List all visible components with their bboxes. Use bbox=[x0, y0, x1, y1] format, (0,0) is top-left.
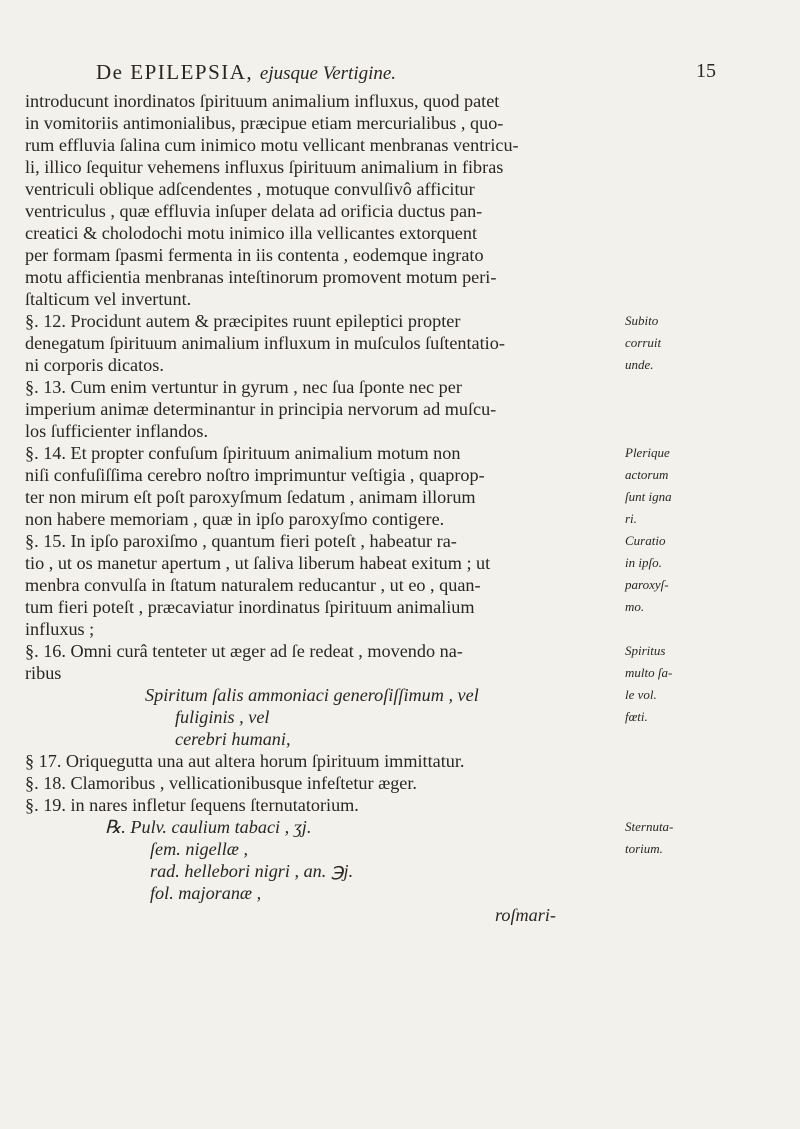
text-line: rad. hellebori nigri , an. ℈j. bbox=[150, 861, 354, 881]
text-line: §. 16. Omni curâ tenteter ut æger ad ſe redeat , movendo na- bbox=[25, 641, 463, 661]
margin-note: torium. bbox=[625, 841, 663, 856]
margin-note: unde. bbox=[625, 357, 654, 372]
text-line: fol. majoranæ , bbox=[150, 883, 262, 903]
text-line: fuliginis , vel bbox=[175, 707, 270, 727]
margin-note: Plerique bbox=[625, 445, 670, 460]
text-line: imperium animæ determinantur in principia nervorum ad muſcu- bbox=[25, 399, 497, 419]
text-line: ventriculi oblique adſcendentes , motuque convulſivô afficitur bbox=[25, 179, 475, 199]
margin-note: fœti. bbox=[625, 709, 648, 724]
margin-note: multo ſa- bbox=[625, 665, 673, 680]
text-line: li, illico ſequitur vehemens influxus ſpirituum animalium in fibras bbox=[25, 157, 504, 177]
margin-note: le vol. bbox=[625, 687, 657, 702]
text-line: ni corporis dicatos. bbox=[25, 355, 164, 375]
text-line: in vomitoriis antimonialibus, præcipue etiam mercurialibus , quo- bbox=[25, 113, 504, 133]
text-line: cerebri humani, bbox=[175, 729, 291, 749]
margin-note: paroxyſ- bbox=[625, 577, 669, 592]
margin-note: corruit bbox=[625, 335, 662, 350]
text-line: ribus bbox=[25, 663, 62, 683]
margin-note: ri. bbox=[625, 511, 637, 526]
header-subtitle: ejusque Vertigine. bbox=[259, 63, 397, 84]
margin-note: Subito bbox=[625, 313, 659, 328]
text-line: ℞. Pulv. caulium tabaci , ʒj. bbox=[105, 817, 312, 837]
text-line: denegatum ſpirituum animalium influxum in muſculos ſuſtentatio- bbox=[25, 333, 505, 353]
margin-note: Spiritus bbox=[625, 643, 666, 658]
running-header bbox=[96, 60, 716, 90]
text-line: ſem. nigellæ , bbox=[150, 839, 248, 859]
header-title-text: De EPILEPSIA, bbox=[96, 60, 254, 84]
text-line: introducunt inordinatos ſpirituum animalium influxus, quod patet bbox=[25, 91, 500, 111]
margin-note: Curatio bbox=[625, 533, 666, 548]
margin-note: ſunt igna bbox=[625, 489, 672, 504]
text-line: §. 18. Clamoribus , vellicationibusque infeſtetur æger. bbox=[25, 773, 417, 793]
text-line: ventriculus , quæ effluvia inſuper delata ad orificia ductus pan- bbox=[25, 201, 483, 221]
text-line: per formam ſpasmi fermenta in iis contenta , eodemque ingrato bbox=[25, 245, 484, 265]
text-line: influxus ; bbox=[25, 619, 95, 639]
text-line: §. 15. In ipſo paroxiſmo , quantum fieri poteſt , habeatur ra- bbox=[25, 531, 457, 551]
text-line: rum effluvia ſalina cum inimico motu vellicant menbranas ventricu- bbox=[25, 135, 519, 155]
text-line: Spiritum ſalis ammoniaci generoſiſſimum , vel bbox=[145, 685, 479, 705]
text-line: §. 19. in nares infletur ſequens ſternutatorium. bbox=[25, 795, 359, 815]
text-line: §. 13. Cum enim vertuntur in gyrum , nec ſua ſponte nec per bbox=[25, 377, 462, 397]
text-line: los ſufficienter inflandos. bbox=[25, 421, 209, 441]
text-line: niſi confuſiſſima cerebro noſtro imprimuntur veſtigia , quaprop- bbox=[25, 465, 485, 485]
margin-note: actorum bbox=[625, 467, 669, 482]
text-line: §. 14. Et propter confuſum ſpirituum animalium motum non bbox=[25, 443, 461, 463]
text-line: ſtalticum vel invertunt. bbox=[25, 289, 192, 309]
header-title bbox=[96, 60, 396, 85]
text-line: creatici & cholodochi motu inimico illa vellicantes extorquent bbox=[25, 223, 478, 243]
margin-note: Sternuta- bbox=[625, 819, 674, 834]
text-line: ter non mirum eſt poſt paroxyſmum ſedatum , animam illorum bbox=[25, 487, 476, 507]
page-number: 15 bbox=[696, 60, 716, 82]
margin-note: mo. bbox=[625, 599, 645, 614]
margin-note: in ipſo. bbox=[625, 555, 662, 570]
text-line: motu afficientia menbranas inteſtinorum promovent motum peri- bbox=[25, 267, 497, 287]
text-line: non habere memoriam , quæ in ipſo paroxyſmo contigere. bbox=[25, 509, 445, 529]
text-line: § 17. Oriquegutta una aut altera horum ſpirituum immittatur. bbox=[25, 751, 465, 771]
text-line: §. 12. Procidunt autem & præcipites ruunt epileptici propter bbox=[25, 311, 461, 331]
text-line: tum fieri poteſt , præcaviatur inordinatus ſpirituum animalium bbox=[25, 597, 475, 617]
text-line: roſmari- bbox=[495, 905, 556, 925]
text-line: menbra convulſa in ſtatum naturalem reducantur , ut eo , quan- bbox=[25, 575, 481, 595]
text-line: tio , ut os manetur apertum , ut ſaliva liberum habeat exitum ; ut bbox=[25, 553, 491, 573]
